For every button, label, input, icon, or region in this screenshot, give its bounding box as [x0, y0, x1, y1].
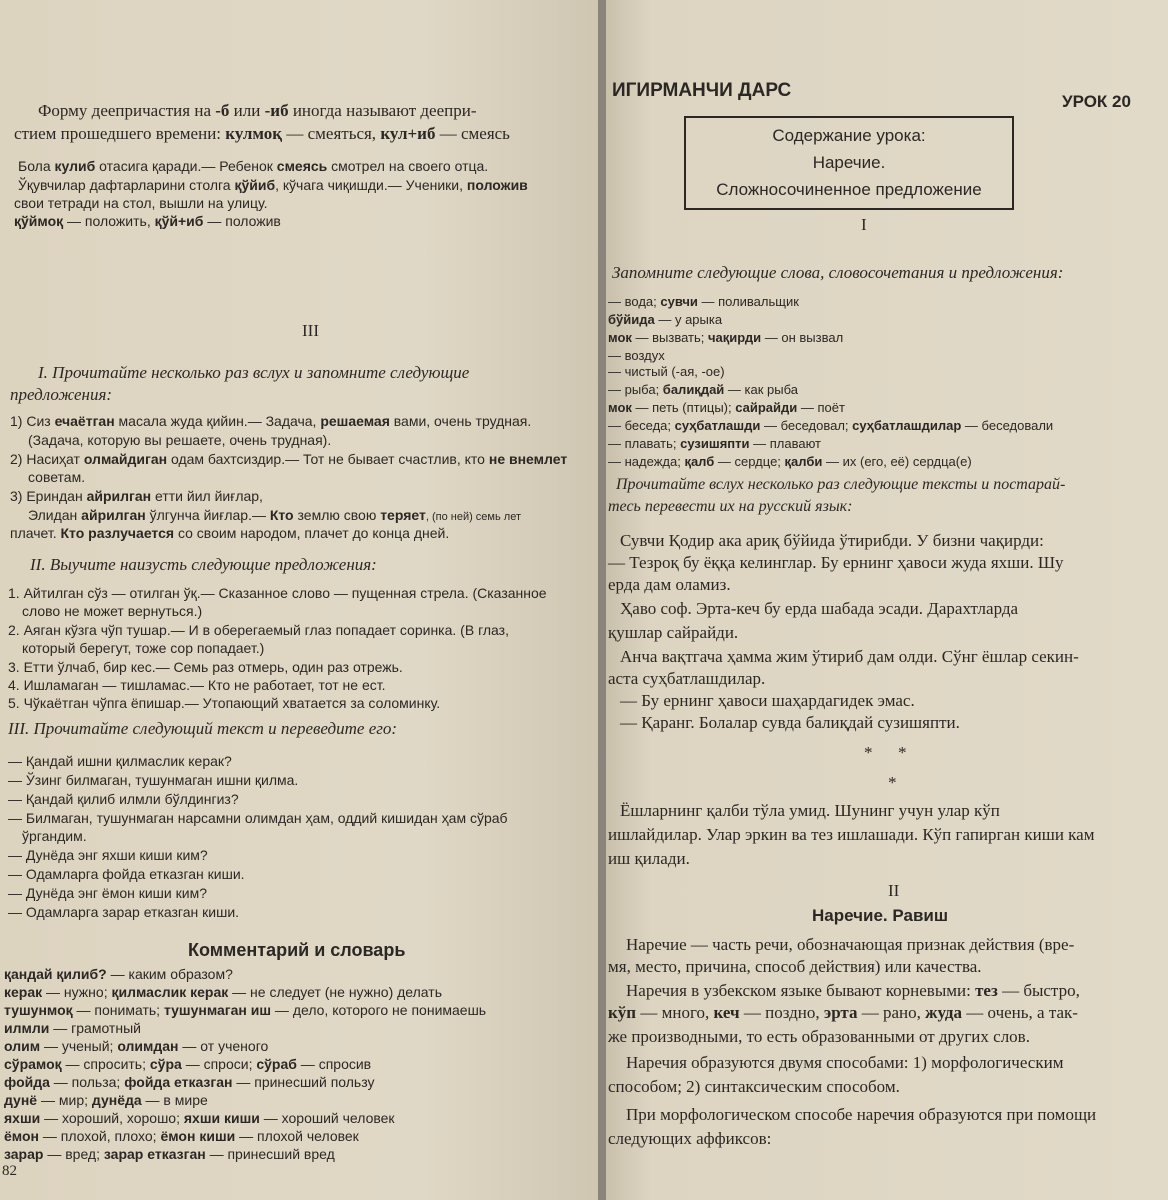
text-line-1: Сувчи Қодир ака ариқ бўйида ўтирибди. У бизни чақирди: [620, 531, 1044, 550]
sentence-2: 2) Насиҳат олмайдиган одам бахтсиздир.— Тот не бывает счастлив, кто не внемлет [10, 451, 568, 467]
dialogue-line-2: — Ўзинг билмаган, тушунмаган ишни қилма. [8, 772, 299, 788]
dialogue-line-3: — Қандай қилиб илмли бўлдингиз? [8, 791, 239, 807]
word-7: мок — петь (птицы); сайрайди — поёт [608, 400, 845, 415]
lesson-header-uz: ИГИРМАНЧИ ДАРС [612, 80, 792, 101]
vocab-8: дунё — мир; дунёда — в мире [4, 1092, 208, 1108]
separator-stars-1: * * [864, 743, 907, 762]
adverb-line-6: Наречия образуются двумя способами: 1) морфологическим [626, 1053, 1064, 1072]
exercise-I-title: I. Прочитайте несколько раз вслух и запомните следующие [38, 363, 470, 382]
example-4: қўймоқ — положить, қўй+иб — положив [14, 213, 281, 229]
adverb-line-3: Наречия в узбекском языке бывают корневыми: тез — быстро, [626, 981, 1080, 1000]
word-5: — чистый (-ая, -ое) [608, 364, 725, 379]
section-heading-III: III [302, 321, 319, 340]
word-6: — рыба; балиқдай — как рыба [608, 382, 798, 397]
adverb-line-5: же производными, то есть образованными от других слов. [608, 1027, 1030, 1046]
text-line-10: Ёшларнинг қалби тўла умид. Шунинг учун улар кўп [620, 801, 1000, 820]
page-number: 82 [2, 1163, 17, 1179]
word-2: бўйида — у арыка [608, 312, 723, 327]
vocab-6: сўрамоқ — спросить; сўра — спроси; сўраб — спросив [4, 1056, 372, 1072]
adverb-line-7: способом; 2) синтаксическим способом. [608, 1077, 900, 1096]
word-9: — плавать; сузишяпти — плавают [608, 436, 821, 451]
word-4: — воздух [608, 348, 665, 363]
adverb-line-8: При морфологическом способе наречия образуются при помощи [626, 1105, 1097, 1124]
text-line-12: иш қилади. [608, 849, 690, 868]
vocab-11: зарар — вред; зарар етказган — принесший вред [4, 1146, 335, 1162]
commentary-heading: Комментарий и словарь [188, 940, 406, 960]
text-line-3: ерда дам оламиз. [608, 575, 731, 594]
sentence-3-line-3: плачет. Кто разлучается со своим народом, плачет до конца дней. [10, 525, 450, 541]
intro-line-1: Форму деепричастия на -б или -иб иногда называют деепри- [38, 101, 477, 120]
vocab-10: ёмон — плохой, плохо; ёмон киши — плохой человек [4, 1128, 359, 1144]
text-line-6: Анча вақтгача ҳамма жим ўтириб дам олди. Сўнг ёшлар секин- [620, 647, 1079, 666]
word-10: — надежда; қалб — сердце; қалби — их (его, её) сердца(е) [608, 454, 972, 469]
exercise-II-title: II. Выучите наизусть следующие предложения: [30, 555, 377, 574]
dialogue-line-5: — Дунёда энг яхши киши ким? [8, 847, 208, 863]
word-8: — беседа; суҳбатлашди — беседовал; суҳбатлашдилар — беседовали [608, 418, 1054, 433]
dialogue-line-1: — Қандай ишни қилмаслик керак? [8, 753, 232, 769]
section-heading-I: I [861, 215, 867, 234]
read-aloud-title: Прочитайте вслух несколько раз следующие тексты и постарай- [616, 476, 1066, 493]
text-line-7: аста суҳбатлашдилар. [608, 669, 766, 688]
adverb-line-1: Наречие — часть речи, обозначающая признак действия (вре- [626, 935, 1075, 954]
dialogue-line-6: — Одамларга фойда етказган киши. [8, 866, 245, 882]
dialogue-line-4: — Билмаган, тушунмаган нарсамни олимдан ҳам, оддий кишидан ҳам сўраб [8, 810, 508, 826]
read-aloud-title-2: тесь перевести их на русский язык: [608, 498, 853, 515]
text-line-11: ишлайдилар. Улар эркин ва тез ишлашади. Кўп гапирган киши кам [608, 825, 1095, 844]
right-page [606, 0, 1168, 1200]
word-3: мок — вызвать; чақирди — он вызвал [608, 330, 844, 345]
lesson-contents-box [684, 116, 1014, 210]
memorize-title: Запомните следующие слова, словосочетания и предложения: [612, 263, 1064, 282]
intro-line-2: стием прошедшего времени: кулмоқ — смеяться, кул+иб — смеясь [14, 124, 510, 143]
dialogue-line-8: — Одамларга зарар етказган киши. [8, 904, 240, 920]
example-2: Ўқувчилар дафтарларини столга қўйиб, кўчага чиқишди.— Ученики, положив [18, 177, 528, 193]
vocab-7: фойда — польза; фойда етказган — принесший пользу [4, 1074, 375, 1090]
proverb-5: 5. Чўкаётган чўпга ёпишар.— Утопающий хватается за соломинку. [8, 695, 441, 711]
vocab-1: қандай қилиб? — каким образом? [4, 966, 233, 982]
proverb-2: 2. Аяган кўзга чўп тушар.— И в оберегаемый глаз попадает соринка. (В глаз, [8, 622, 509, 638]
text-line-4: Ҳаво соф. Эрта-кеч бу ерда шабада эсади. Дарахтларда [620, 599, 1019, 618]
vocab-2: керак — нужно; қилмаслик керак — не следует (не нужно) делать [4, 984, 442, 1000]
adverb-heading: Наречие. Равиш [812, 906, 949, 925]
adverb-line-9: следующих аффиксов: [608, 1129, 772, 1148]
lesson-header-ru: УРОК 20 [1062, 92, 1131, 111]
sentence-1: 1) Сиз ечаётган масала жуда қийин.— Задача, решаемая вами, очень трудная. [10, 413, 532, 429]
adverb-line-4: кўп — много, кеч — поздно, эрта — рано, жуда — очень, а так- [608, 1003, 1078, 1022]
dialogue-line-7: — Дунёда энг ёмон киши ким? [8, 885, 207, 901]
sentence-3-line-2: Элидан айрилган ўлгунча йиғлар.— Кто землю свою теряет, (по ней) семь лет [28, 507, 521, 523]
proverb-1-cont: слово не может вернуться.) [22, 603, 203, 619]
box-line-3: Сложносочиненное предложение [716, 180, 982, 199]
text-line-8: — Бу ернинг ҳавоси шаҳардагидек эмас. [620, 691, 915, 710]
vocab-4: илмли — грамотный [4, 1020, 141, 1036]
sentence-1-cont: (Задача, которую вы решаете, очень трудная). [28, 432, 332, 448]
text-line-9: — Қаранг. Болалар сувда балиқдай сузишяпти. [620, 713, 960, 732]
exercise-III-title: III. Прочитайте следующий текст и переведите его: [8, 719, 398, 738]
dialogue-line-4-cont: ўргандим. [22, 828, 87, 844]
vocab-5: олим — ученый; олимдан — от ученого [4, 1038, 269, 1054]
proverb-3: 3. Етти ўлчаб, бир кес.— Семь раз отмерь, один раз отрежь. [8, 659, 403, 675]
proverb-1: 1. Айтилган сўз — отилган ўқ.— Сказанное слово — пущенная стрела. (Сказанное [8, 585, 547, 601]
separator-stars-2: * [888, 773, 897, 792]
vocab-3: тушунмоқ — понимать; тушунмаган иш — дело, которого не понимаешь [4, 1002, 487, 1018]
box-line-2: Наречие. [812, 153, 886, 172]
example-1: Бола кулиб отасига қаради.— Ребенок смеясь смотрел на своего отца. [18, 158, 489, 174]
proverb-4: 4. Ишламаган — тишламас.— Кто не работает, тот не ест. [8, 677, 386, 693]
exercise-I-title-2: предложения: [10, 385, 113, 404]
section-heading-II: II [888, 881, 900, 900]
example-3: свои тетради на стол, вышли на улицу. [14, 195, 268, 211]
sentence-3: 3) Ериндан айрилган етти йил йиғлар, [10, 488, 263, 504]
sentence-2-cont: советам. [28, 469, 86, 485]
adverb-line-2: мя, место, причина, способ действия) или качества. [608, 957, 982, 976]
word-1: — вода; сувчи — поливальщик [608, 294, 799, 309]
text-line-5: қушлар сайрайди. [608, 623, 739, 642]
text-line-2: — Тезроқ бу ёққа келинглар. Бу ернинг ҳавоси жуда яхши. Шу [608, 553, 1064, 572]
proverb-2-cont: который берегут, тоже сор попадает.) [22, 640, 265, 656]
box-title: Содержание урока: [772, 126, 926, 145]
vocab-9: яхши — хороший, хорошо; яхши киши — хороший человек [4, 1110, 395, 1126]
